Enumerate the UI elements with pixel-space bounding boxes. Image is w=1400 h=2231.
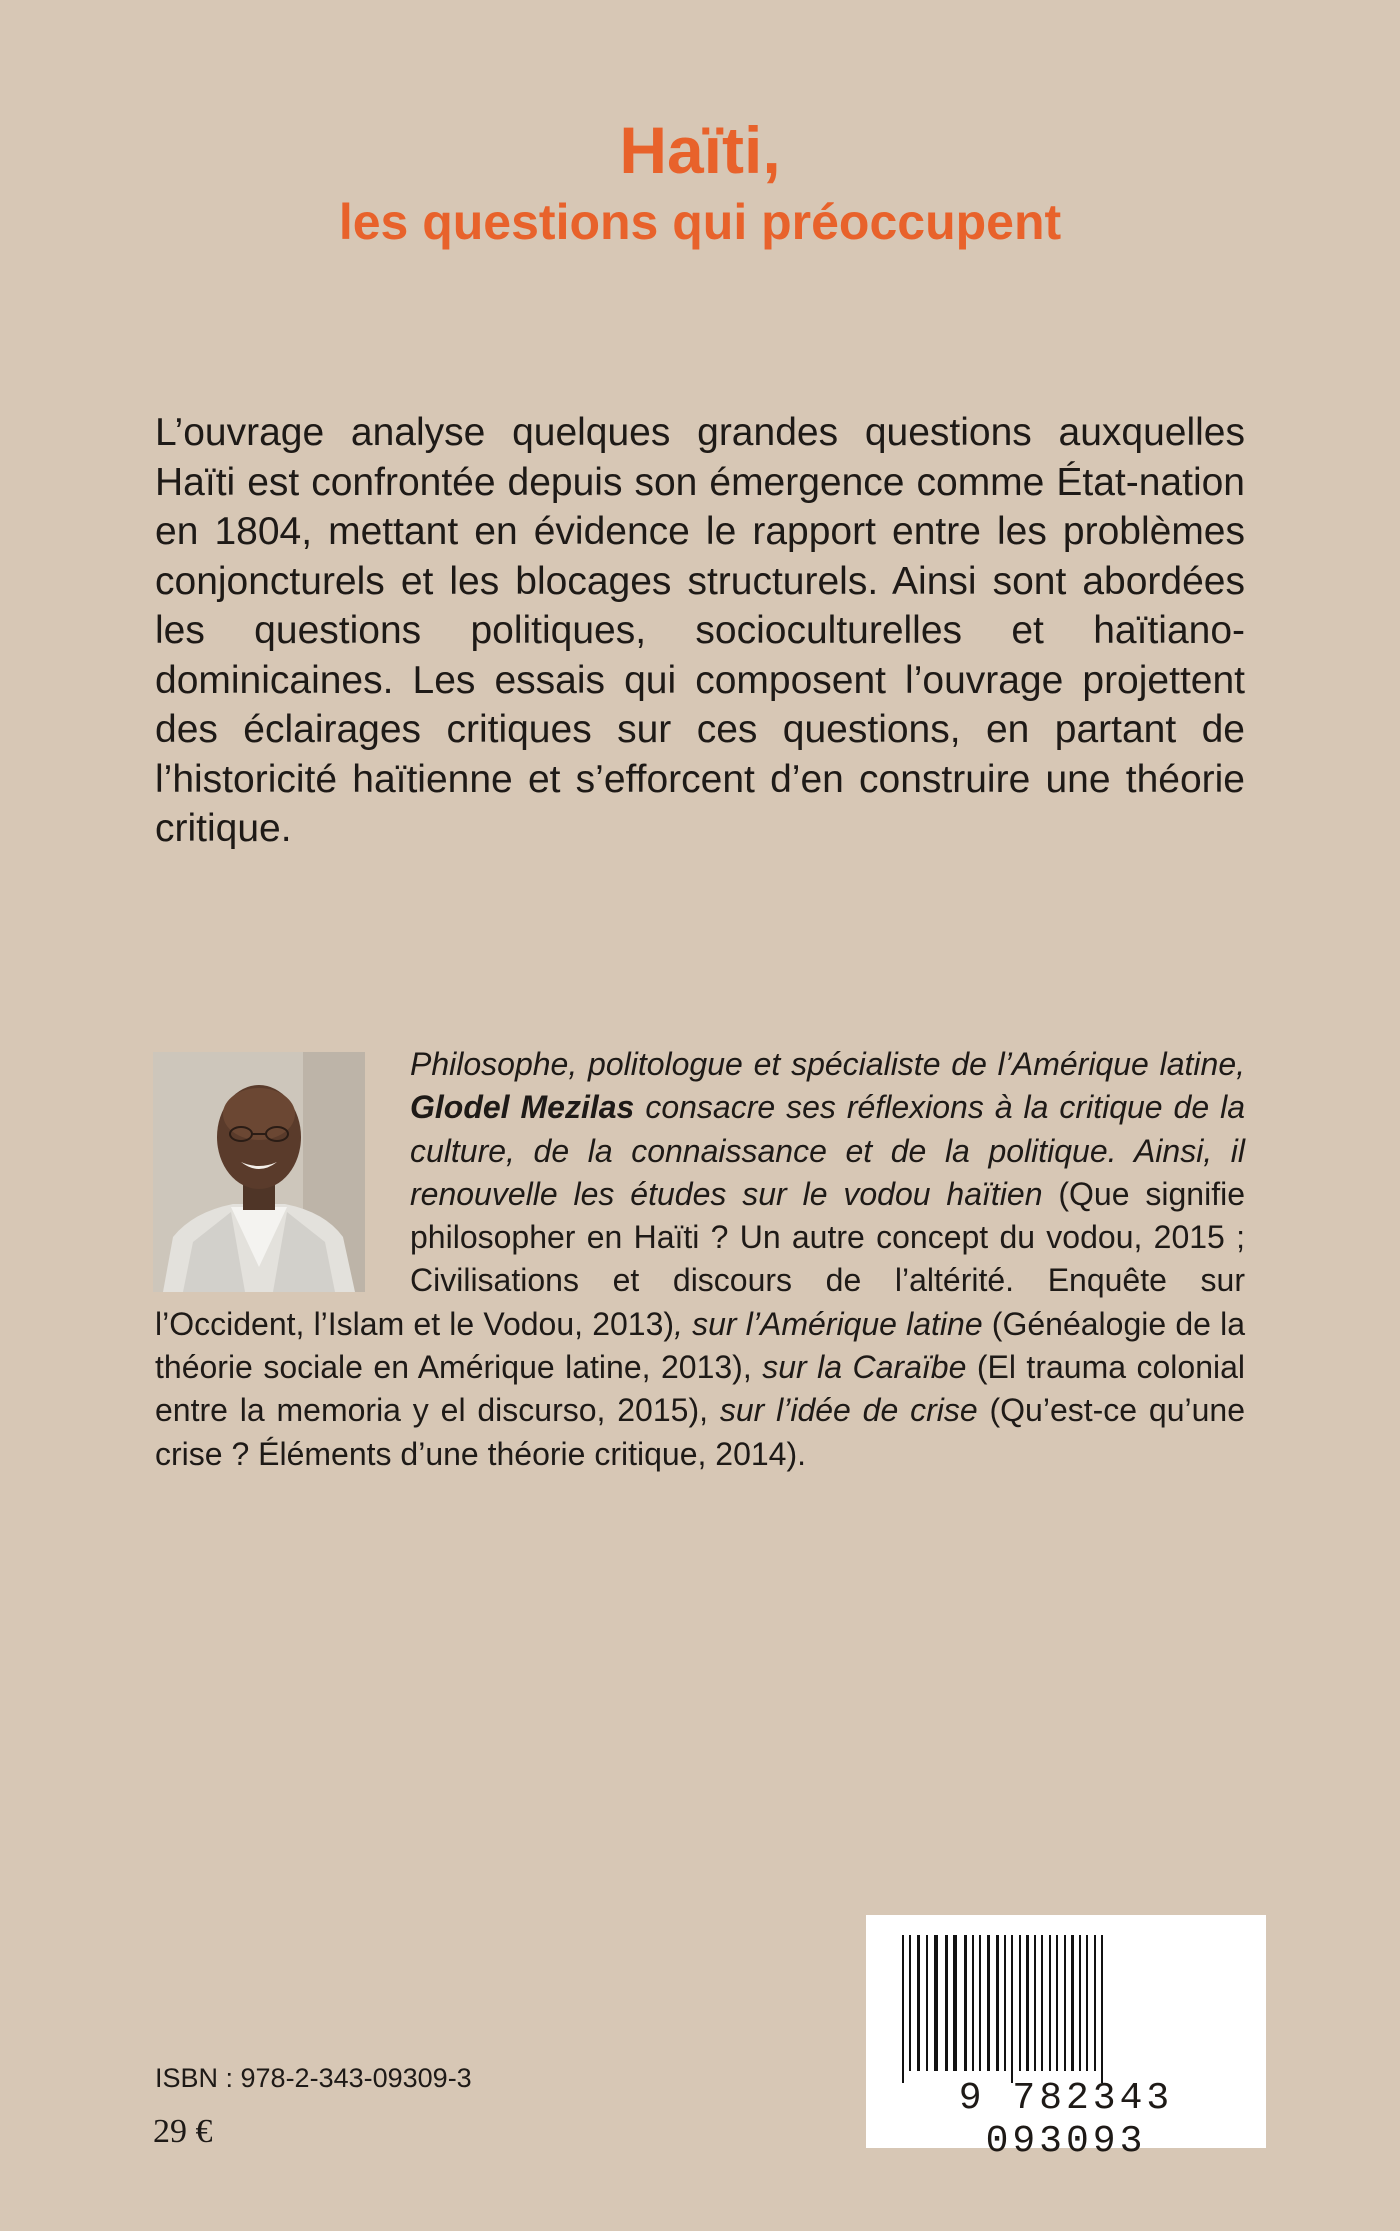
barcode-bar [1079, 1935, 1081, 2071]
barcode-bar [902, 1935, 904, 2083]
barcode-bar [1064, 1935, 1066, 2071]
barcode-bar [964, 1935, 967, 2071]
book-title: Haïti, [619, 113, 781, 187]
title-block [0, 110, 1400, 254]
barcode-bar [945, 1935, 948, 2071]
barcode-bar [1101, 1935, 1103, 2083]
barcode-bar [1019, 1935, 1021, 2071]
bio-part-3: , sur l’Amérique latine [674, 1305, 983, 1342]
photo-spacer [155, 1043, 410, 1293]
bio-part-6: (El trauma colonial entre la memoria y el discurso, 2015), [155, 1349, 1246, 1429]
bio-part-1: consacre ses réflexions à la critique de la culture, de la connaissance et de la politique. Ainsi, il renouvelle les études sur le vodou haïtien [410, 1089, 1246, 1212]
barcode-bar [909, 1935, 911, 2071]
barcode-bar [926, 1935, 928, 2071]
isbn: ISBN : 978-2-343-09309-3 [155, 2063, 472, 2093]
bio-part-4: (Généalogie de la théorie sociale en Amérique latine, 2013), [155, 1305, 1246, 1386]
book-summary: L’ouvrage analyse quelques grandes questions auxquelles Haïti est confrontée depuis son émergence comme État-nation en 1804, mettant en évidence le rapport entre les problèmes conjoncturels et les blocages structurels. Ainsi sont abordées les questions politiques, socioculturelles et haïtiano-dominicaines. Les essais qui composent l’ouvrage projettent des éclairages critiques sur ces questions, en partant de l’historicité haïtienne et s’efforcent d’en construire une théorie critique. [155, 411, 1245, 850]
bio-part-5: sur la Caraïbe [762, 1349, 967, 1386]
barcode [866, 1915, 1266, 2163]
bio-intro: Philosophe, politologue et spécialiste de l’Amérique latine, [410, 1046, 1245, 1082]
price: 29 € [153, 2113, 213, 2150]
barcode-bar [987, 1935, 990, 2071]
barcode-digits: 9 782343 093093 [958, 2077, 1174, 2163]
barcode-bar [996, 1935, 999, 2071]
barcode-bar [1056, 1935, 1058, 2071]
bio-part-8: (Qu’est-ce qu’une crise ? Éléments d’une théorie critique, 2014). [155, 1392, 1246, 1472]
barcode-bar [953, 1935, 957, 2071]
barcode-bar [1011, 1935, 1013, 2083]
barcode-bar [1004, 1935, 1006, 2071]
barcode-bar [972, 1935, 974, 2071]
author-name: Glodel Mezilas [410, 1089, 635, 1126]
author-bio [155, 1043, 1245, 1476]
barcode-bar [1086, 1935, 1088, 2071]
barcode-bar [1049, 1935, 1051, 2071]
book-subtitle: les questions qui préoccupent [338, 194, 1062, 250]
barcode-bar [934, 1935, 938, 2071]
barcode-bar [979, 1935, 981, 2071]
barcode-bar [1071, 1935, 1074, 2071]
barcode-bar [1094, 1935, 1096, 2071]
barcode-bar [1041, 1935, 1043, 2071]
bio-part-7: sur l’idée de crise [719, 1392, 978, 1429]
bio-part-2: (Que signifie philosopher en Haïti ? Un autre concept du vodou, 2015 ; Civilisations et discours de l’altérité. Enquête sur l’Occident, l’Islam et le Vodou, 2013) [155, 1175, 1246, 1342]
barcode-bar [1034, 1935, 1036, 2071]
barcode-bar [1026, 1935, 1029, 2071]
barcode-bar [917, 1935, 920, 2071]
